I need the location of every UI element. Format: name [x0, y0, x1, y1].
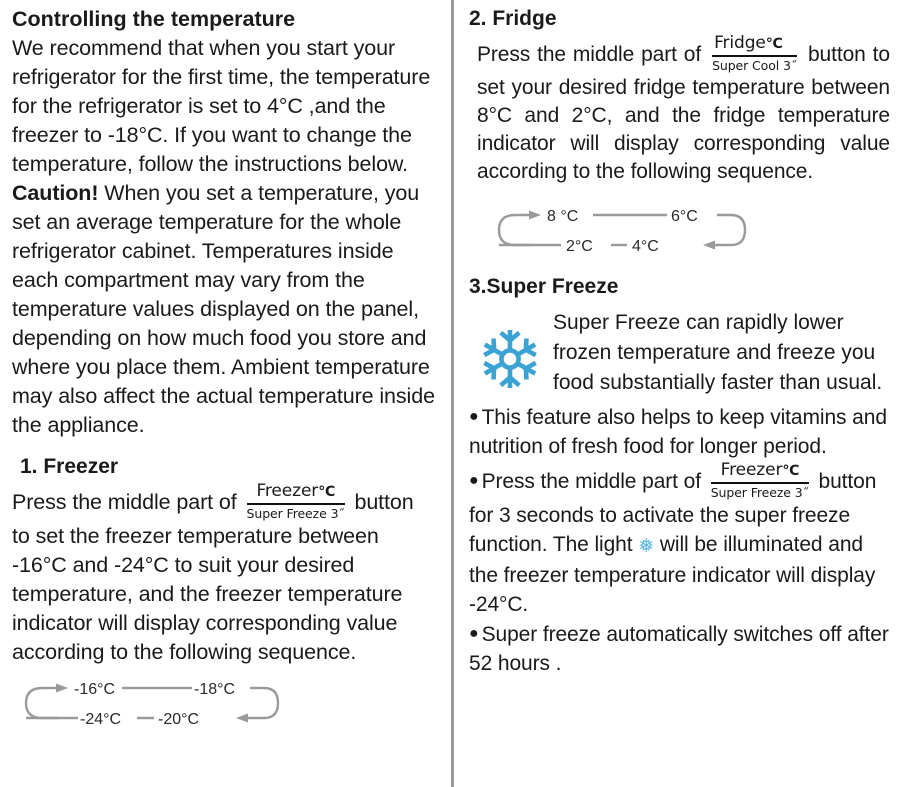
super-freeze-bullet-2 — [469, 461, 890, 619]
cycle-label-bottom-left: -24°C — [80, 711, 122, 728]
super-freeze-intro-text: Super Freeze can rapidly lower frozen temperature and freeze you food substantially faster than usual. — [553, 311, 883, 394]
right-column — [451, 0, 900, 787]
snowflake-icon — [469, 304, 553, 397]
cycle-label-top-right: 6°C — [671, 208, 698, 225]
cycle-label-bottom-right: -20°C — [158, 711, 200, 728]
button-numerator-label: Fridge — [714, 33, 766, 53]
freezer-instruction-paragraph — [12, 482, 437, 667]
caution-paragraph — [12, 179, 437, 440]
fridge-text-before: Press the middle part of — [477, 43, 702, 66]
bullet-icon: ● — [469, 472, 479, 489]
button-denominator: Super Freeze 3˝ — [710, 485, 809, 500]
bullet-2-text-before: Press the middle part of — [481, 470, 701, 493]
page-title: Controlling the temperature — [12, 7, 296, 31]
cycle-label-bottom-left: 2°C — [566, 238, 593, 255]
freezer-super-freeze-button-2[interactable] — [711, 461, 809, 501]
button-numerator — [712, 34, 797, 55]
bullet-3-text: Super freeze automatically switches off after 52 hours . — [469, 623, 889, 675]
section-title-fridge: 2. Fridge — [469, 7, 557, 30]
bullet-icon: ● — [469, 408, 479, 425]
button-denominator: Super Freeze 3˝ — [246, 506, 345, 521]
button-numerator — [711, 461, 809, 482]
cycle-label-top-right: -18°C — [194, 681, 236, 698]
freezer-text-after: button to set the freezer temperature between -16°C and -24°C to suit your desired temperature, and the freezer temperature indicator will display corresponding value according to the following sequence. — [12, 490, 414, 664]
freezer-temperature-cycle — [12, 673, 437, 731]
button-numerator-unit: ℃ — [765, 36, 783, 52]
button-denominator: Super Cool 3˝ — [712, 58, 798, 73]
button-numerator-label: Freezer — [256, 481, 319, 501]
fridge-super-cool-button[interactable] — [712, 34, 797, 74]
cycle-label-top-left: 8 °C — [547, 208, 579, 225]
cycle-label-top-left: -16°C — [74, 681, 116, 698]
button-numerator — [247, 482, 345, 503]
bullet-1-text: This feature also helps to keep vitamins and nutrition of fresh food for longer period. — [469, 406, 887, 458]
bullet-2-text-after-b: will be illuminated and the freezer temperature indicator will display -24°C. — [469, 533, 876, 616]
bullet-icon: ● — [469, 625, 479, 642]
fridge-instruction-paragraph — [469, 34, 890, 186]
intro-paragraph: We recommend that when you start your refrigerator for the first time, the temperature for the refrigerator is set to 4°C ,and the freezer to -18°C. If you want to change the temperature, follow the instructions below. — [12, 36, 431, 176]
section-title-super-freeze: 3.Super Freeze — [469, 275, 619, 298]
button-numerator-unit: ℃ — [318, 484, 335, 500]
bullet-2-text-after-a: button for 3 seconds to activate the super freeze function. The light — [469, 470, 877, 556]
super-freeze-intro-block — [469, 304, 890, 398]
freezer-super-freeze-button[interactable] — [247, 482, 345, 522]
fridge-temperature-cycle — [469, 200, 890, 258]
button-numerator-unit: ℃ — [782, 463, 799, 479]
freezer-text-before: Press the middle part of — [12, 490, 237, 514]
super-freeze-bullet-1 — [469, 402, 890, 461]
cycle-label-bottom-right: 4°C — [632, 238, 659, 255]
caution-text: When you set a temperature, you set an average temperature for the whole refrigerator cabinet. Temperatures inside each compartment may vary from the temperature values displayed on the panel, depending on how much food you store and where you place them. Ambient temperature may also affect the actual temperature inside the appliance. — [12, 181, 435, 437]
section-title-freezer: 1. Freezer — [20, 455, 119, 478]
caution-label: Caution! — [12, 181, 99, 205]
fridge-text-after: button to set your desired fridge temperature between 8°C and 2°C, and the fridge temperature indicator will display corresponding value according to the following sequence. — [477, 43, 890, 183]
column-divider — [451, 0, 454, 787]
button-numerator-label: Freezer — [720, 460, 783, 480]
inline-snowflake-icon: ❅ — [638, 536, 655, 557]
super-freeze-bullet-3 — [469, 619, 890, 678]
